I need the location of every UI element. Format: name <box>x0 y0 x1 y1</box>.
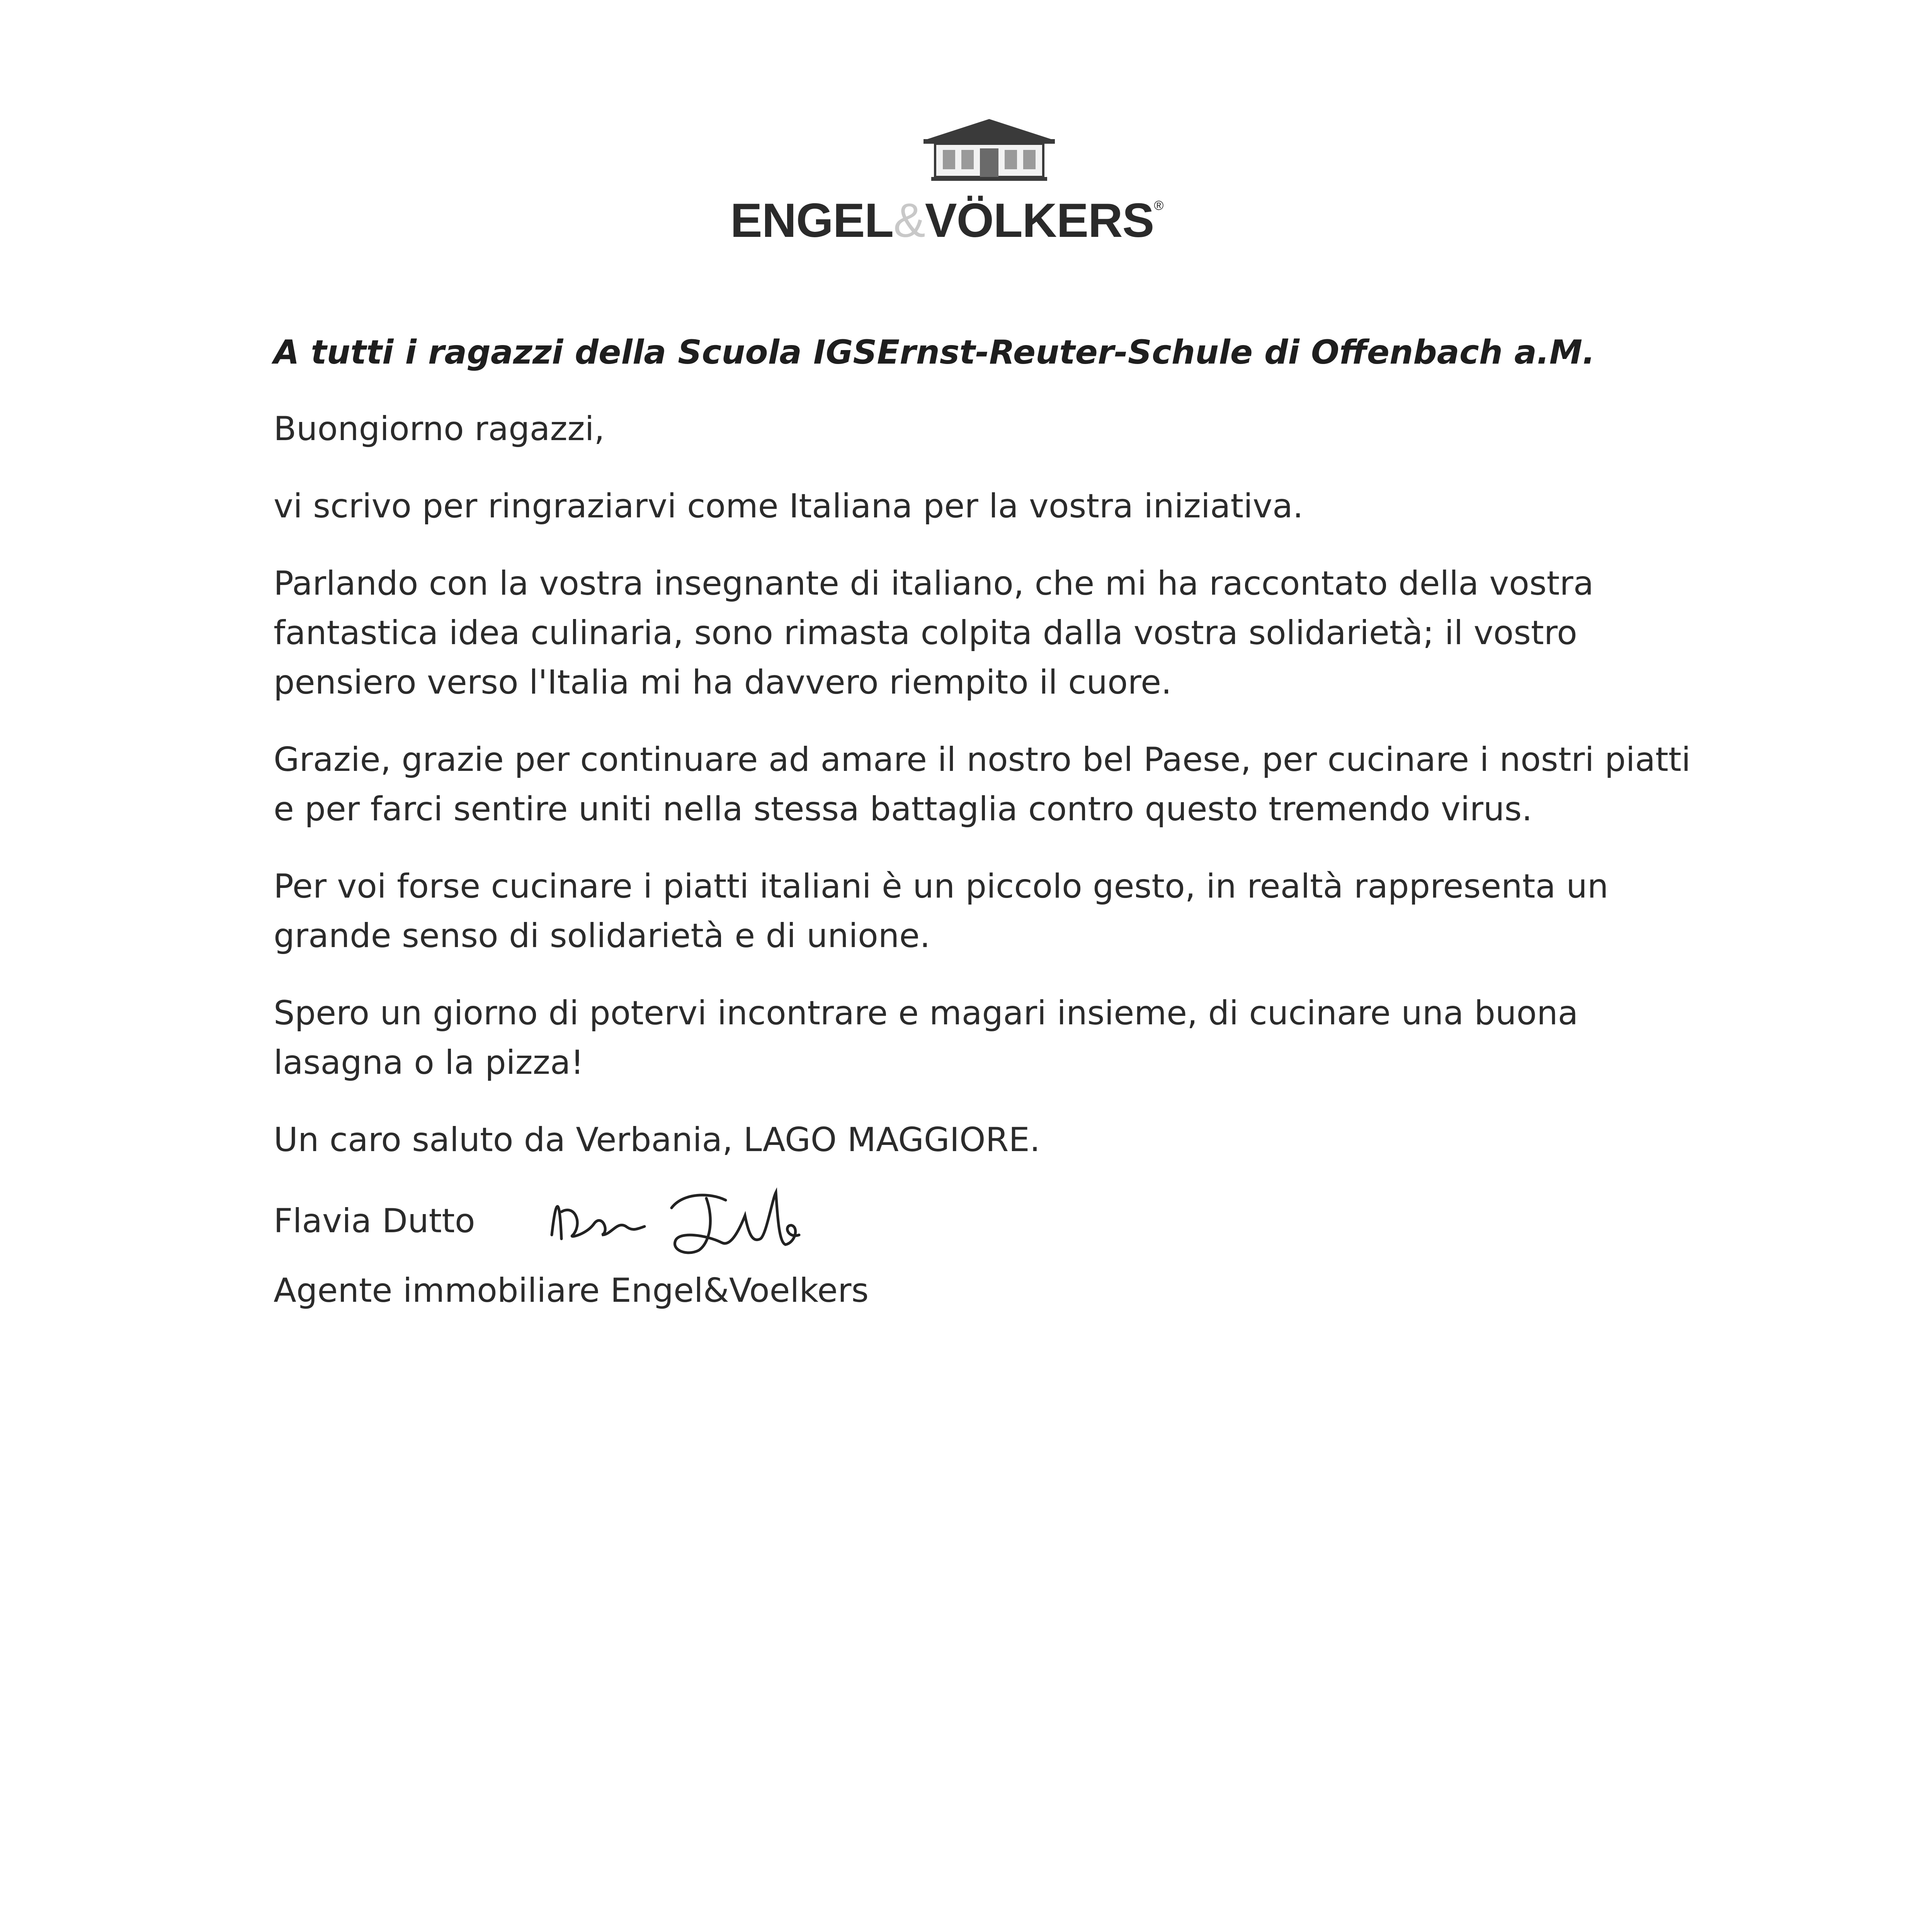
brand-ampersand: & <box>893 194 925 247</box>
brand-wordmark <box>730 193 1229 248</box>
letter-paragraph: Parlando con la vostra insegnante di italiano, che mi ha raccontato della vostra fantastica idea culinaria, sono rimasta colpita dalla vostra solidarietà; il vostro pensiero verso l'Italia mi ha davvero riempito il cuore. <box>274 564 1594 702</box>
engel-voelkers-logo <box>730 116 1229 263</box>
registered-mark: ® <box>1154 198 1163 213</box>
letter-paragraph: vi scrivo per ringraziarvi come Italiana per la vostra iniziativa. <box>274 487 1303 526</box>
letter-paragraph: Spero un giorno di potervi incontrare e magari insieme, di cucinare una buona lasagna o la pizza! <box>274 994 1578 1082</box>
brand-name-part1: ENGEL <box>730 194 894 247</box>
letter-closing: Un caro saluto da Verbania, LAGO MAGGIORE. <box>274 1121 1041 1159</box>
brand-name-part2: VÖLKERS <box>925 194 1154 247</box>
letter-paragraph: Per voi forse cucinare i piatti italiani è un piccolo gesto, in realtà rappresenta un grande senso di solidarietà e di unione. <box>274 867 1609 955</box>
letter-paragraph: Grazie, grazie per continuare ad amare il nostro bel Paese, per cucinare i nostri piatti e per farci sentire uniti nella stessa battaglia contro questo tremendo virus. <box>274 740 1691 828</box>
signer-name: Flavia Dutto <box>274 1202 475 1240</box>
letter-greeting: Buongiorno ragazzi, <box>274 410 605 448</box>
signature-block <box>274 1192 1703 1258</box>
house-logo-icon <box>912 116 1066 182</box>
letter-addressee: A tutti i ragazzi della Scuola IGSErnst-Reuter-Schule di Offenbach a.M. <box>274 333 1595 372</box>
letter-body <box>274 328 1703 1343</box>
signer-role: Agente immobiliare Engel&Voelkers <box>274 1271 869 1310</box>
handwritten-signature <box>544 1177 838 1270</box>
